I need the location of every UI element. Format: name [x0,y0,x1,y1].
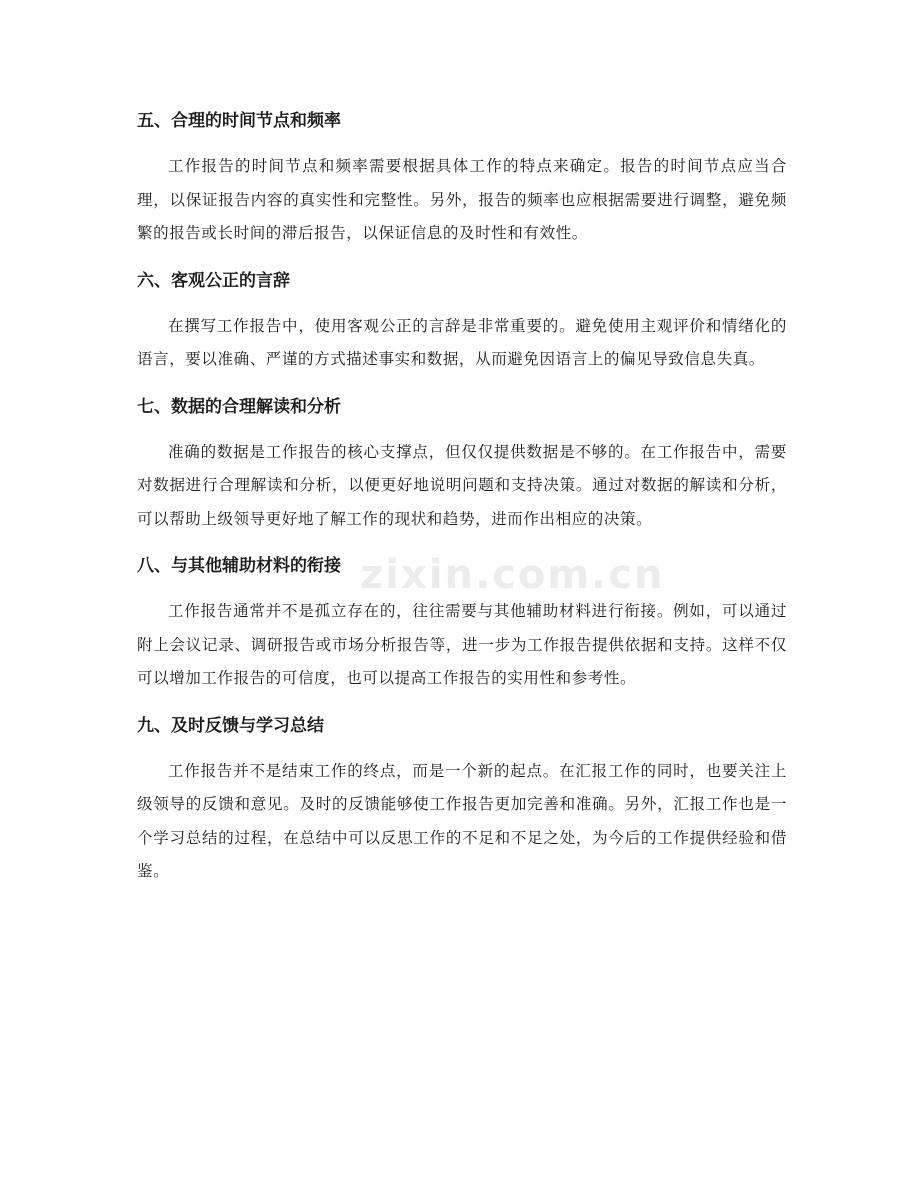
watermark: zixin.com.cn [360,552,665,598]
section-heading: 七、数据的合理解读和分析 [137,396,341,417]
section-heading: 六、客观公正的言辞 [137,270,290,291]
section-8 [137,549,787,696]
section-5 [137,104,787,251]
section-heading: 九、及时反馈与学习总结 [137,715,324,736]
document-content [137,104,787,902]
section-paragraph: 准确的数据是工作报告的核心支撑点，但仅仅提供数据是不够的。在工作报告中，需要对数据进行合理解读和分析，以便更好地说明问题和支持决策。通过对数据的解读和分析，可以帮助上级领导更好地了解工作的现状和趋势，进而作出相应的决策。 [137,442,787,528]
section-9 [137,709,787,889]
section-6 [137,264,787,377]
section-paragraph: 工作报告并不是结束工作的终点，而是一个新的起点。在汇报工作的同时，也要关注上级领导的反馈和意见。及时的反馈能够使工作报告更加完善和准确。另外，汇报工作也是一个学习总结的过程，在总结中可以反思工作的不足和不足之处，为今后的工作提供经验和借鉴。 [137,761,787,880]
section-heading: 八、与其他辅助材料的衔接 [137,556,341,576]
section-7 [137,390,787,537]
section-heading: 五、合理的时间节点和频率 [137,111,341,131]
section-paragraph: 工作报告的时间节点和频率需要根据具体工作的特点来确定。报告的时间节点应当合理，以保证报告内容的真实性和完整性。另外，报告的频率也应根据需要进行调整，避免频繁的报告或长时间的滞后报告，以保证信息的及时性和有效性。 [137,157,787,242]
section-paragraph: 在撰写工作报告中，使用客观公正的言辞是非常重要的。避免使用主观评价和情绪化的语言，要以准确、严谨的方式描述事实和数据，从而避免因语言上的偏见导致信息失真。 [137,316,787,368]
section-paragraph: 工作报告通常并不是孤立存在的，往往需要与其他辅助材料进行衔接。例如，可以通过附上会议记录、调研报告或市场分析报告等，进一步为工作报告提供依据和支持。这样不仅可以增加工作报告的可信度，也可以提高工作报告的实用性和参考性。 [137,602,787,687]
